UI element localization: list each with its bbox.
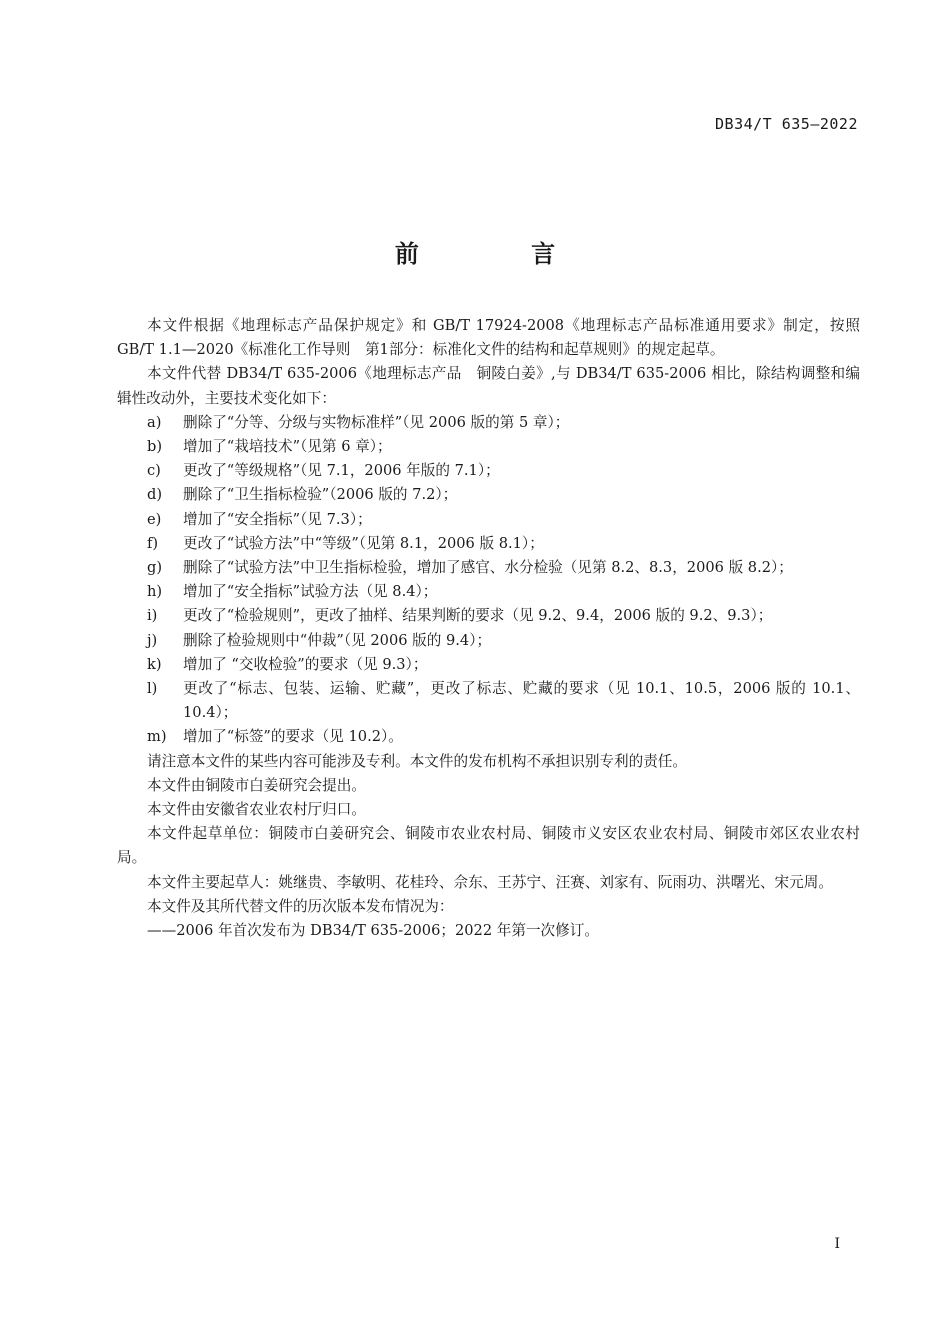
list-item-text: 删除了“分等、分级与实物标准样”（见 2006 版的第 5 章）；: [183, 413, 570, 431]
list-marker: f): [147, 534, 159, 552]
list-marker: m): [147, 728, 167, 746]
list-item-text: 增加了“安全指标”试验方法（见 8.4）；: [183, 583, 438, 601]
list-item-text: 更改了“等级规格”（见 7.1，2006 年版的 7.1）；: [183, 462, 500, 480]
administrator-paragraph: 本文件由安徽省农业农村厅归口。: [147, 801, 366, 819]
change-list-item: [117, 435, 860, 459]
drafting-units-paragraph: 本文件起草单位：铜陵市白姜研究会、铜陵市农业农村局、铜陵市义安区农业农村局、铜陵市郊区农业农村局。: [117, 825, 860, 867]
document-code: DB34/T 635—2022: [715, 115, 858, 133]
document-body: [117, 314, 860, 943]
list-marker: k): [147, 655, 162, 673]
list-item-text: 增加了“安全指标”（见 7.3）；: [183, 510, 372, 528]
page-title: 前 言: [394, 240, 608, 268]
list-item-text: 更改了“检验规则”，更改了抽样、结果判断的要求（见 9.2、9.4，2006 版的 9.2、9.3）；: [183, 607, 773, 625]
list-marker: a): [147, 413, 162, 431]
intro-paragraph-replacement: 本文件代替 DB34/T 635-2006《地理标志产品 铜陵白姜》,与 DB34/T 635-2006 相比，除结构调整和编辑性改动外，主要技术变化如下：: [117, 365, 860, 407]
change-list-item: [117, 725, 860, 749]
change-list: [117, 411, 860, 750]
list-item-text: 更改了“试验方法”中“等级”（见第 8.1，2006 版 8.1）；: [183, 534, 544, 552]
list-marker: h): [147, 583, 163, 601]
list-marker: d): [147, 486, 163, 504]
change-list-item: [117, 459, 860, 483]
page-number: I: [834, 1236, 840, 1252]
history-heading: 本文件及其所代替文件的历次版本发布情况为：: [147, 897, 454, 915]
list-item-text: 增加了“栽培技术”（见第 6 章）；: [183, 438, 392, 456]
change-list-item: [117, 508, 860, 532]
list-item-text: 增加了 “交收检验”的要求（见 9.3）；: [183, 655, 428, 673]
list-item-text: 删除了“试验方法”中卫生指标检验，增加了感官、水分检验（见第 8.2、8.3，2006 版 8.2）；: [183, 559, 793, 577]
list-marker: g): [147, 559, 163, 577]
list-item-text: 增加了“标签”的要求（见 10.2）。: [183, 728, 403, 746]
list-item-text: 删除了“卫生指标检验”（2006 版的 7.2）；: [183, 486, 458, 504]
list-marker: l): [147, 680, 158, 698]
list-marker: j): [147, 631, 158, 649]
change-list-item: [117, 653, 860, 677]
patent-notice: 请注意本文件的某些内容可能涉及专利。本文件的发布机构不承担识别专利的责任。: [147, 752, 687, 770]
change-list-item: [117, 411, 860, 435]
intro-paragraph-basis: 本文件根据《地理标志产品保护规定》和 GB/T 17924-2008《地理标志产品标准通用要求》制定，按照 GB/T 1.1—2020《标准化工作导则 第1部分：标准化文件的结构和起草规则》的规定起草。: [117, 317, 860, 359]
list-marker: b): [147, 438, 163, 456]
change-list-item: [117, 629, 860, 653]
list-marker: c): [147, 462, 161, 480]
change-list-item: [117, 532, 860, 556]
change-list-item: [117, 556, 860, 580]
list-item-text: 更改了“标志、包装、运输、贮藏”，更改了标志、贮藏的要求（见 10.1、10.5，2006 版的 10.1、10.4）；: [183, 680, 860, 722]
drafters-paragraph: 本文件主要起草人：姚继贵、李敏明、花桂玲、佘东、王苏宁、汪赛、刘家有、阮雨功、洪曙光、宋元周。: [147, 873, 833, 891]
change-list-item: [117, 483, 860, 507]
change-list-item: [117, 677, 860, 725]
history-entry: ——2006 年首次发布为 DB34/T 635-2006；2022 年第一次修订。: [147, 922, 599, 940]
change-list-item: [117, 604, 860, 628]
list-item-text: 删除了检验规则中“仲裁”（见 2006 版的 9.4）；: [183, 631, 492, 649]
list-marker: i): [147, 607, 158, 625]
list-marker: e): [147, 510, 162, 528]
proposer-paragraph: 本文件由铜陵市白姜研究会提出。: [147, 776, 366, 794]
change-list-item: [117, 580, 860, 604]
